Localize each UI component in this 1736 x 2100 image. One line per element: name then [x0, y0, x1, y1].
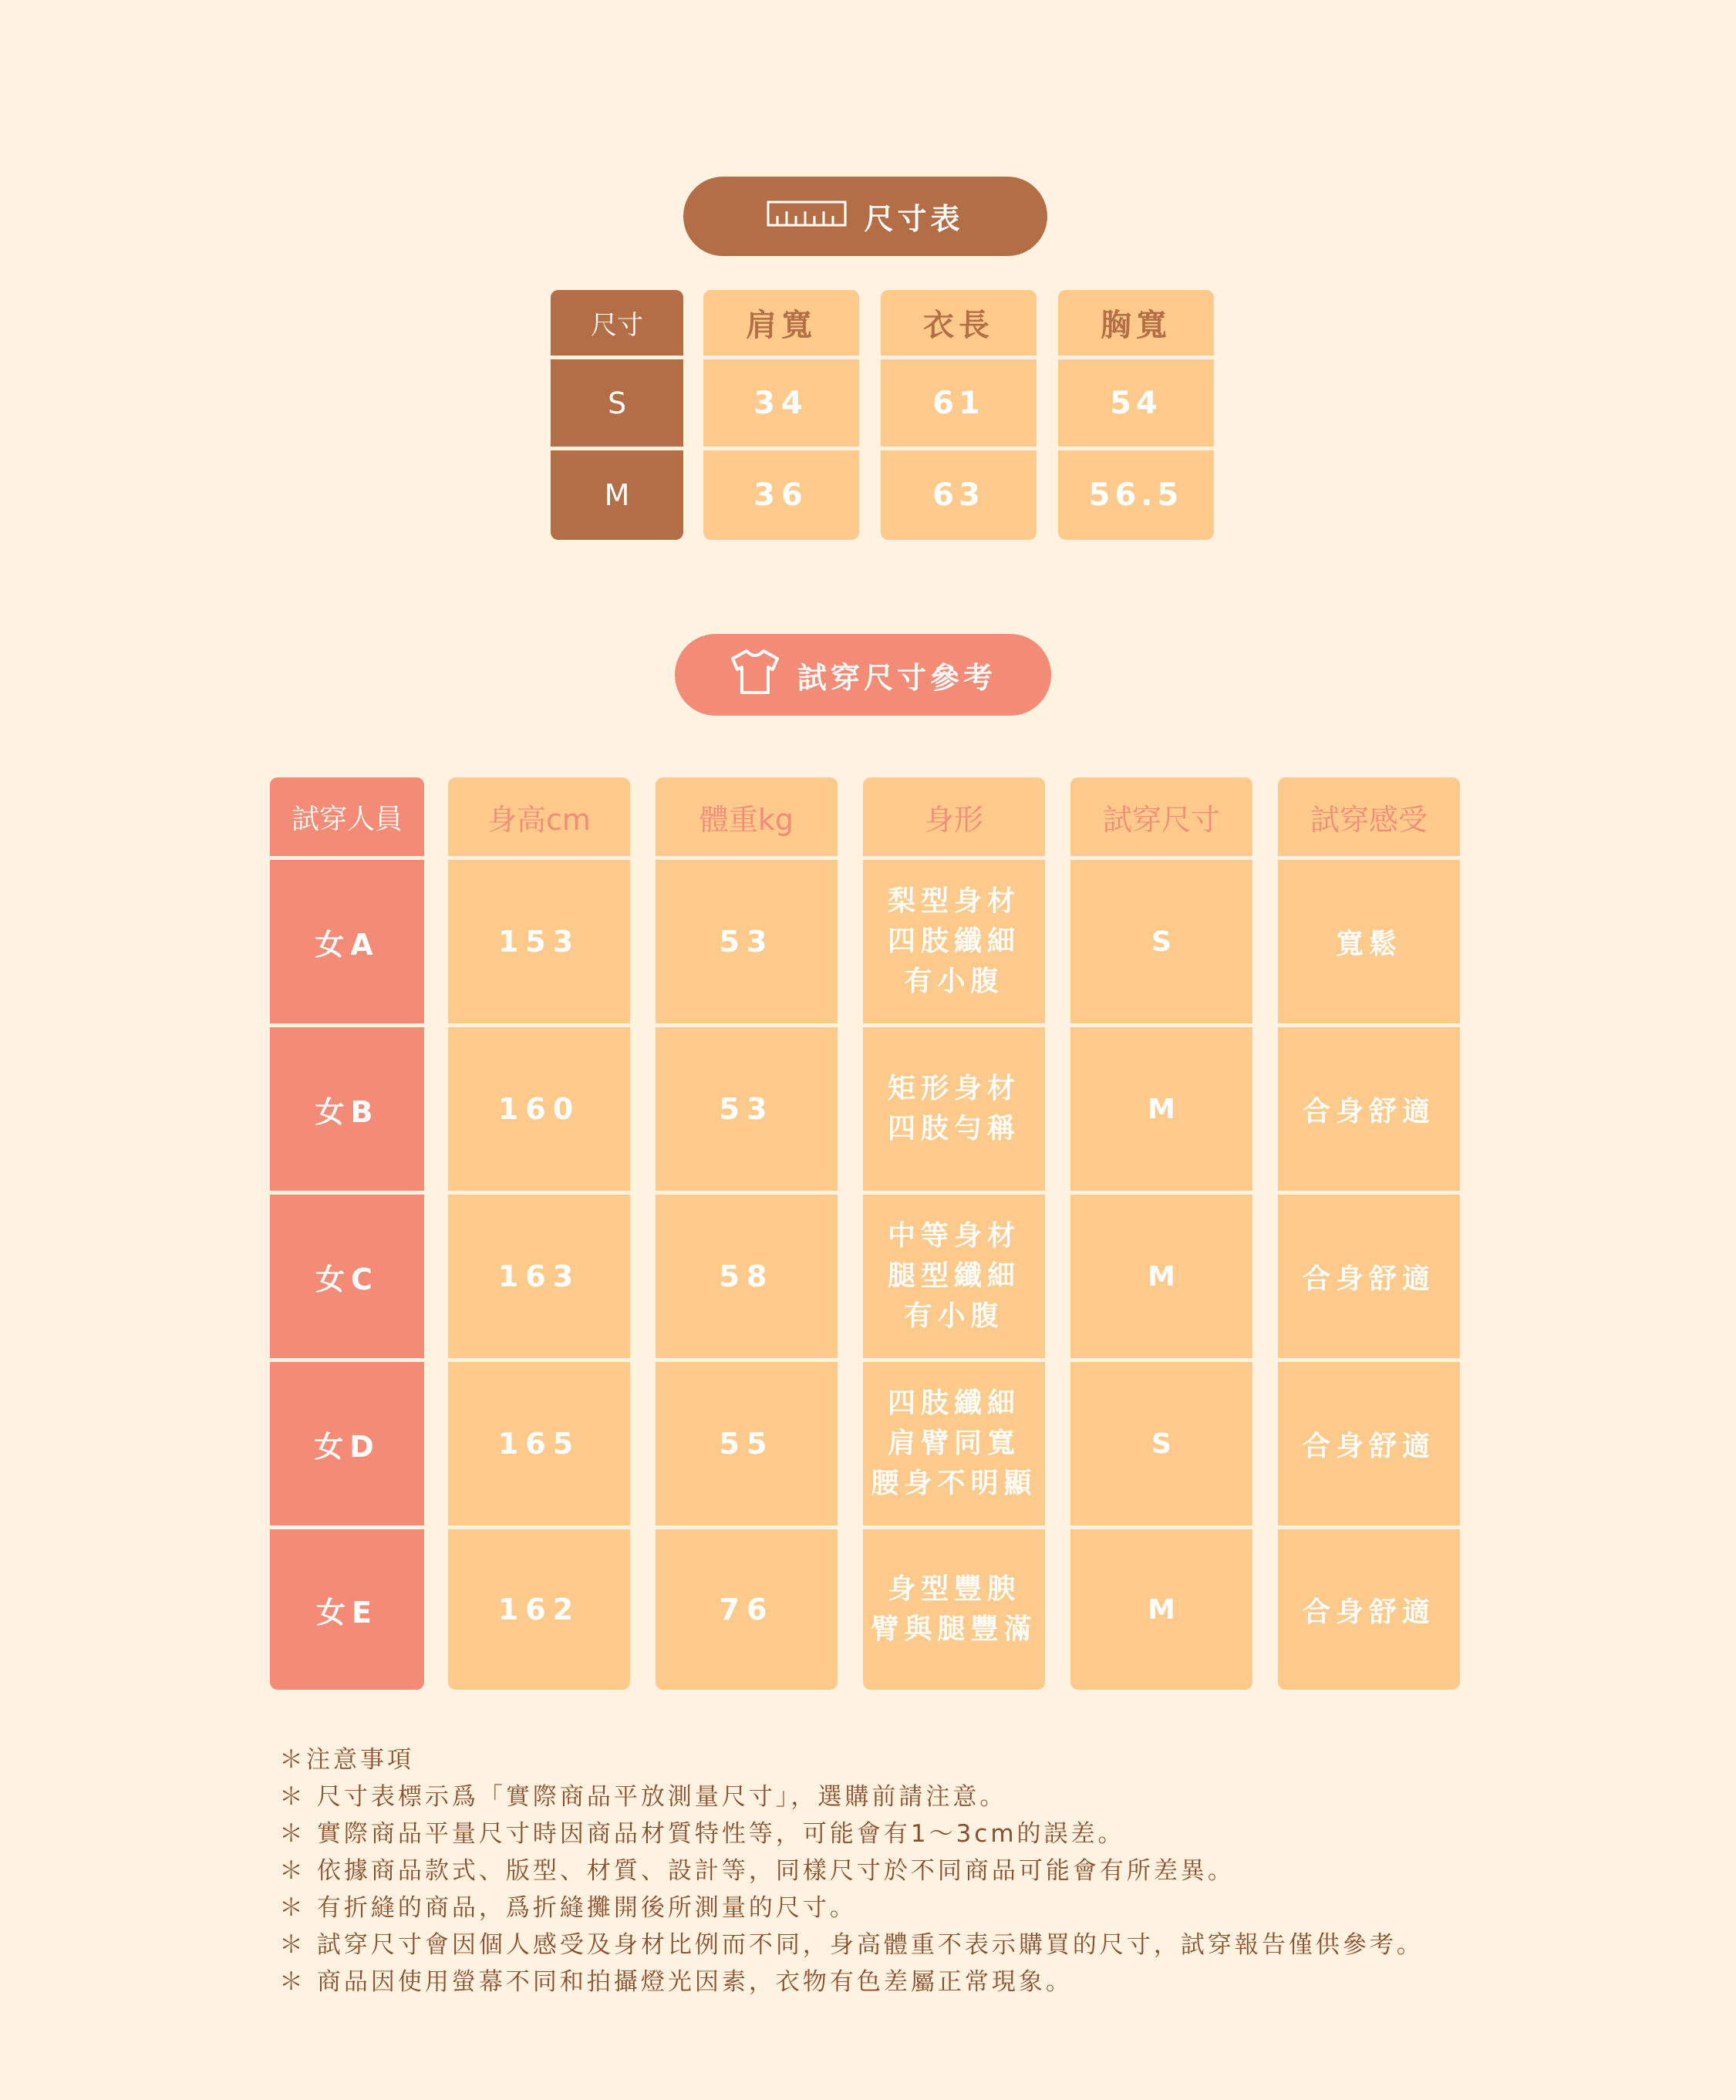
- person-a: 女A: [315, 927, 379, 962]
- height-column: [448, 777, 630, 1690]
- note-item: ＊ 依據商品款式、版型、材質、設計等，同樣尺寸於不同商品可能會有所差異。: [279, 1857, 1235, 1885]
- body-d-line: 四肢纖細: [887, 1387, 1020, 1419]
- length-m-value: 63: [932, 477, 985, 513]
- tshirt-icon: [730, 648, 797, 703]
- body-d: [863, 1362, 1045, 1525]
- body-d-line: 腰身不明顯: [871, 1468, 1037, 1499]
- length-s-value: 61: [932, 385, 985, 421]
- weight-e: 76: [719, 1593, 774, 1626]
- body-a-line: 有小腹: [904, 966, 1004, 997]
- height-header: 身高cm: [487, 802, 591, 837]
- feel-a: 寬鬆: [1335, 928, 1402, 960]
- weight-b: 53: [719, 1092, 774, 1126]
- body-e-line: 臂與腿豐滿: [871, 1613, 1037, 1645]
- body-a-line: 四肢纖細: [887, 925, 1020, 957]
- fitting-title: 試穿尺寸參考: [797, 660, 996, 695]
- fitted-size-column: [1070, 777, 1252, 1690]
- chest-s-value: 54: [1110, 385, 1162, 421]
- height-b: 160: [497, 1092, 581, 1126]
- feel-e: 合身舒適: [1302, 1596, 1435, 1628]
- shoulder-m-value: 36: [753, 477, 809, 513]
- chest-column: [1058, 290, 1214, 540]
- feel-b: 合身舒適: [1302, 1095, 1435, 1128]
- notes-title: ＊注意事項: [279, 1746, 414, 1774]
- size-label-s: S: [607, 386, 627, 420]
- body-e-line: 身型豐腴: [887, 1573, 1020, 1605]
- note-item: ＊ 商品因使用螢幕不同和拍攝燈光因素，衣物有色差屬正常現象。: [279, 1968, 1073, 1996]
- height-c: 163: [497, 1259, 581, 1293]
- body-e: [863, 1529, 1045, 1690]
- body-d-line: 肩臂同寬: [887, 1428, 1020, 1459]
- body-a-line: 梨型身材: [887, 885, 1020, 917]
- ruler-icon: [767, 200, 864, 234]
- length-header: 衣長: [923, 308, 994, 343]
- height-a: 153: [497, 925, 581, 959]
- body-c-line: 中等身材: [887, 1220, 1020, 1252]
- weight-a: 53: [719, 925, 774, 959]
- note-item: ＊ 有折縫的商品，爲折縫攤開後所測量的尺寸。: [279, 1894, 857, 1922]
- body-a: [863, 860, 1045, 1023]
- feel-c: 合身舒適: [1302, 1262, 1435, 1295]
- body-b-line: 四肢勻稱: [887, 1113, 1020, 1144]
- fitted-size-e: M: [1148, 1593, 1175, 1626]
- fitted-size-c: M: [1148, 1260, 1175, 1293]
- note-item: ＊ 試穿尺寸會因個人感受及身材比例而不同，身高體重不表示購買的尺寸，試穿報告僅供參考。: [279, 1931, 1424, 1959]
- person-header: 試穿人員: [291, 803, 403, 835]
- feel-d: 合身舒適: [1302, 1430, 1435, 1462]
- body-b-line: 矩形身材: [887, 1073, 1020, 1104]
- size-chart-title: 尺寸表: [864, 202, 964, 236]
- size-chart-title-pill: [683, 177, 1047, 256]
- fitting-title-pill: [675, 634, 1051, 716]
- length-column: [881, 290, 1037, 540]
- person-c: 女C: [315, 1262, 379, 1296]
- shoulder-column: [703, 290, 859, 540]
- height-d: 165: [497, 1427, 581, 1461]
- note-item: ＊ 尺寸表標示爲「實際商品平放測量尺寸」，選購前請注意。: [279, 1783, 1007, 1811]
- fitted-size-d: S: [1151, 1428, 1171, 1460]
- person-column: [270, 777, 424, 1690]
- body-c-line: 有小腹: [904, 1300, 1004, 1332]
- fitted-size-header: 試穿尺寸: [1102, 802, 1220, 837]
- size-header-cell: 尺寸: [591, 310, 643, 341]
- notes-section: [279, 1741, 1424, 2001]
- body-b: [863, 1027, 1045, 1191]
- fitted-size-b: M: [1148, 1093, 1175, 1125]
- body-c-line: 腿型纖細: [887, 1260, 1020, 1292]
- chest-m-value: 56.5: [1088, 477, 1184, 513]
- note-item: ＊ 實際商品平量尺寸時因商品材質特性等，可能會有1～3cm的誤差。: [279, 1820, 1125, 1848]
- body-c: [863, 1195, 1045, 1358]
- feel-header: 試穿感受: [1310, 802, 1428, 837]
- person-b: 女B: [315, 1094, 379, 1129]
- body-header: 身形: [924, 802, 983, 837]
- size-label-m: M: [604, 478, 630, 512]
- size-column: [551, 290, 683, 540]
- feel-column: [1278, 777, 1460, 1690]
- height-e: 162: [497, 1593, 581, 1626]
- weight-c: 58: [719, 1259, 774, 1293]
- weight-column: [656, 777, 838, 1690]
- chest-header: 胸寬: [1101, 308, 1171, 343]
- shoulder-header: 肩寬: [746, 308, 817, 343]
- fitted-size-a: S: [1151, 925, 1171, 958]
- weight-header: 體重kg: [699, 802, 794, 837]
- shoulder-s-value: 34: [753, 385, 809, 421]
- person-e: 女E: [316, 1595, 378, 1630]
- weight-d: 55: [719, 1427, 774, 1461]
- person-d: 女D: [314, 1429, 380, 1464]
- body-column: [863, 777, 1045, 1690]
